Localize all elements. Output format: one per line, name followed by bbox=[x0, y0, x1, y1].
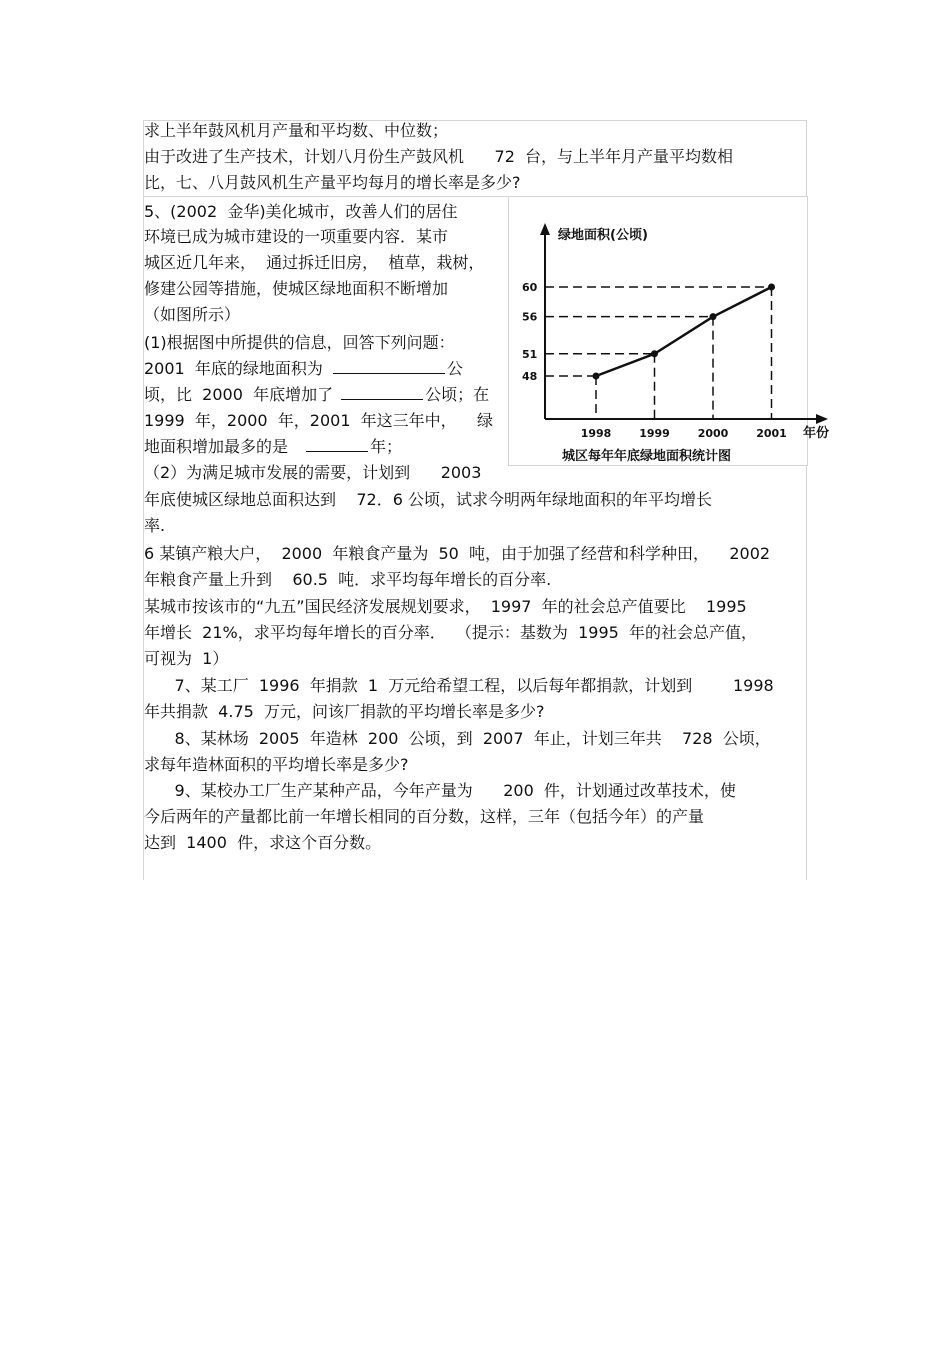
text-line: 修建公园等措施，使城区绿地面积不断增加 bbox=[144, 279, 449, 298]
text-line: 7、某工厂 1996 年捐款 1 万元给希望工程，以后每年都捐款，计划到 1998 bbox=[144, 676, 774, 695]
text-line: 由于改进了生产技术，计划八月份生产鼓风机 72 台，与上半年月产量平均数相 bbox=[144, 147, 734, 166]
question-line bbox=[144, 434, 402, 460]
y-tick-label: 48 bbox=[522, 370, 538, 383]
chart-axes bbox=[540, 223, 828, 424]
text-line: 可视为 1） bbox=[144, 649, 229, 668]
chart-guides bbox=[545, 287, 772, 419]
text-line: 年增长 21%，求平均每年增长的百分率． （提示：基数为 1995 年的社会总产值， bbox=[144, 623, 757, 642]
series-line bbox=[596, 287, 772, 376]
data-point bbox=[651, 350, 658, 357]
text-line: 6 某镇产粮大户， 2000 年粮食产量为 50 吨，由于加强了经营和科学种田， 2002 bbox=[144, 544, 771, 563]
text-line: 求每年造林面积的平均增长率是多少? bbox=[144, 755, 409, 774]
x-tick-label: 2001 bbox=[756, 427, 787, 440]
x-axis-arrow bbox=[816, 414, 828, 424]
data-point bbox=[710, 313, 717, 320]
x-tick-label: 1998 bbox=[580, 427, 612, 440]
text-line: （2）为满足城市发展的需要，计划到 2003 bbox=[144, 463, 482, 482]
question-text: 地面积增加最多的是 bbox=[144, 437, 289, 456]
chart-series bbox=[593, 284, 776, 380]
y-tick-label: 51 bbox=[522, 347, 538, 361]
text-line: 某城市按该市的“九五”国民经济发展规划要求， 1997 年的社会总产值要比 1995 bbox=[144, 597, 747, 616]
question-text: 顷，比 2000 年底增加了 bbox=[144, 385, 334, 404]
green-area-line-chart bbox=[512, 213, 838, 465]
text-line: 9、某校办工厂生产某种产品，今年产量为 200 件，计划通过改革技术，使 bbox=[144, 781, 736, 800]
text-line: 城区近几年来， 通过拆迁旧房， 植草，栽树， bbox=[144, 253, 485, 272]
text-line: 5、(2002 金华)美化城市，改善人们的居住 bbox=[144, 202, 458, 221]
answer-blank[interactable] bbox=[341, 383, 423, 400]
x-axis-title: 年份 bbox=[803, 426, 830, 441]
question-text: 公 bbox=[446, 359, 463, 378]
question-line bbox=[144, 382, 489, 408]
x-tick-label: 2000 bbox=[697, 427, 729, 440]
answer-blank[interactable] bbox=[333, 357, 445, 374]
text-line: 年共捐款 4.75 万元，问该厂捐款的平均增长率是多少? bbox=[144, 702, 545, 721]
text-line: 达到 1400 件，求这个百分数。 bbox=[144, 833, 382, 852]
question-line bbox=[144, 356, 463, 382]
text-line: 环境已成为城市建设的一项重要内容．某市 bbox=[144, 227, 449, 246]
chart-title: 城区每年年底绿地面积统计图 bbox=[562, 449, 732, 464]
question-text: 年； bbox=[370, 437, 403, 456]
text-line: 1999 年，2000 年，2001 年这三年中， 绿 bbox=[144, 411, 494, 430]
page-frame-right-edge bbox=[806, 466, 807, 880]
question-text: 公顷；在 bbox=[425, 385, 490, 404]
x-tick-label: 1999 bbox=[639, 427, 670, 440]
question-text: 2001 年底的绿地面积为 bbox=[144, 359, 323, 378]
text-line: 今后两年的产量都比前一年增长相同的百分数，这样，三年（包括今年）的产量 bbox=[144, 807, 705, 826]
text-line: 年底使城区绿地总面积达到 72．6 公顷，试求今明两年绿地面积的年平均增长 bbox=[144, 490, 712, 509]
text-line: (1)根据图中所提供的信息，回答下列问题： bbox=[144, 333, 455, 352]
y-tick-label: 60 bbox=[522, 281, 538, 294]
text-line: 率. bbox=[144, 516, 166, 535]
data-point bbox=[593, 373, 600, 380]
data-point bbox=[768, 284, 775, 291]
y-axis-arrow bbox=[540, 223, 550, 235]
text-line: （如图所示） bbox=[144, 305, 241, 324]
text-line: 8、某林场 2005 年造林 200 公顷，到 2007 年止，计划三年共 728 公顷， bbox=[144, 729, 771, 748]
text-line: 比，七、八月鼓风机生产量平均每月的增长率是多少? bbox=[144, 173, 521, 192]
y-axis-title: 绿地面积(公顷) bbox=[558, 228, 648, 243]
y-tick-label: 56 bbox=[522, 310, 538, 324]
text-line: 年粮食产量上升到 60.5 吨．求平均每年增长的百分率. bbox=[144, 570, 552, 589]
answer-blank[interactable] bbox=[306, 435, 368, 452]
chart-labels bbox=[522, 227, 829, 464]
text-line: 求上半年鼓风机月产量和平均数、中位数； bbox=[144, 121, 449, 140]
